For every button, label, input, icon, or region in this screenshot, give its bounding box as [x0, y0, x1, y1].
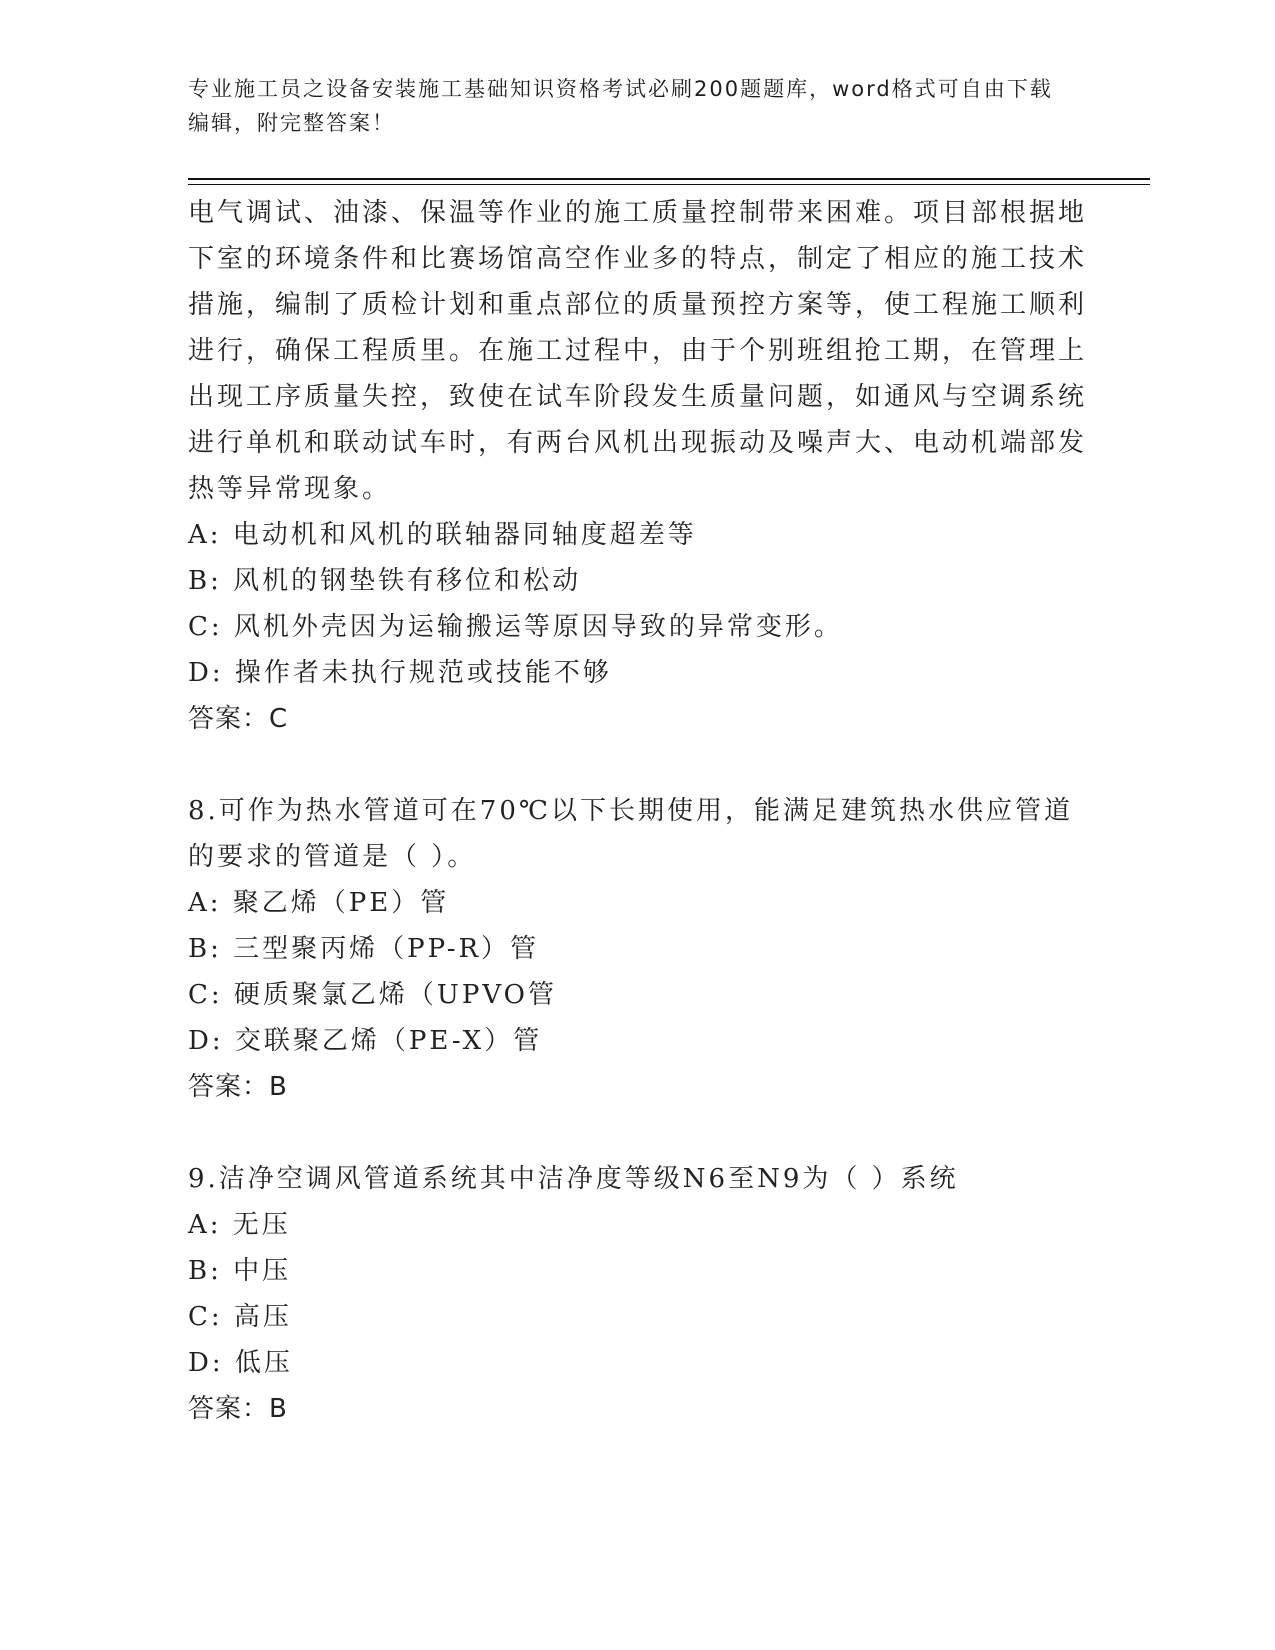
option-d: D: 低压	[188, 1348, 293, 1378]
question-stem: 电气调试、油漆、保温等作业的施工质量控制带来困难。项目部根据地下室的环境条件和比赛场馆高空作业多的特点，制定了相应的施工技术措施，编制了质检计划和重点部位的质量预控方案等，使工程施工顺利进行，确保工程质里。在施工过程中，由于个别班组抢工期，在管理上出现工序质量失控，致使在试车阶段发生质量问题，如通风与空调系统进行单机和联动试车时，有两台风机出现振动及噪声大、电动机端部发热等异常现象。	[188, 198, 1088, 504]
header-rule-thick	[188, 178, 1150, 180]
answer-label: 答案：	[188, 1072, 270, 1102]
option-d: D: 操作者未执行规范或技能不够	[188, 658, 612, 688]
option-c: C: 高压	[188, 1302, 292, 1332]
answer-value: B	[269, 1072, 288, 1102]
question-stem: 8.可作为热水管道可在70℃以下长期使用，能满足建筑热水供应管道的要求的管道是（ ）。	[188, 796, 1073, 872]
option-c: C: 硬质聚氯乙烯（UPVO管	[188, 980, 557, 1010]
answer-label: 答案：	[188, 704, 270, 734]
option-a: A: 无压	[188, 1210, 291, 1240]
question-stem: 9.洁净空调风管道系统其中洁净度等级N6至N9为（ ）系统	[188, 1164, 959, 1194]
document-header: 专业施工员之设备安装施工基础知识资格考试必刷200题题库，word格式可自由下载编辑，附完整答案！	[188, 77, 1053, 135]
option-b: B: 三型聚丙烯（PP-R）管	[188, 934, 540, 964]
option-b: B: 风机的钢垫铁有移位和松动	[188, 566, 582, 596]
question-9	[188, 1156, 1088, 1432]
question-7	[188, 190, 1088, 742]
answer-value: B	[269, 1394, 288, 1424]
answer-value: C	[269, 704, 289, 734]
option-d: D: 交联聚乙烯（PE-X）管	[188, 1026, 543, 1056]
option-a: A: 聚乙烯（PE）管	[188, 888, 450, 918]
option-b: B: 中压	[188, 1256, 292, 1286]
document-body	[188, 190, 1088, 1478]
answer-label: 答案：	[188, 1394, 270, 1424]
option-c: C: 风机外壳因为运输搬运等原因导致的异常变形。	[188, 612, 843, 642]
answer-line	[188, 696, 1088, 742]
question-8	[188, 788, 1088, 1110]
answer-line	[188, 1386, 1088, 1432]
answer-line	[188, 1064, 1088, 1110]
option-a: A: 电动机和风机的联轴器同轴度超差等	[188, 520, 697, 550]
header-rule-thin	[188, 184, 1150, 185]
